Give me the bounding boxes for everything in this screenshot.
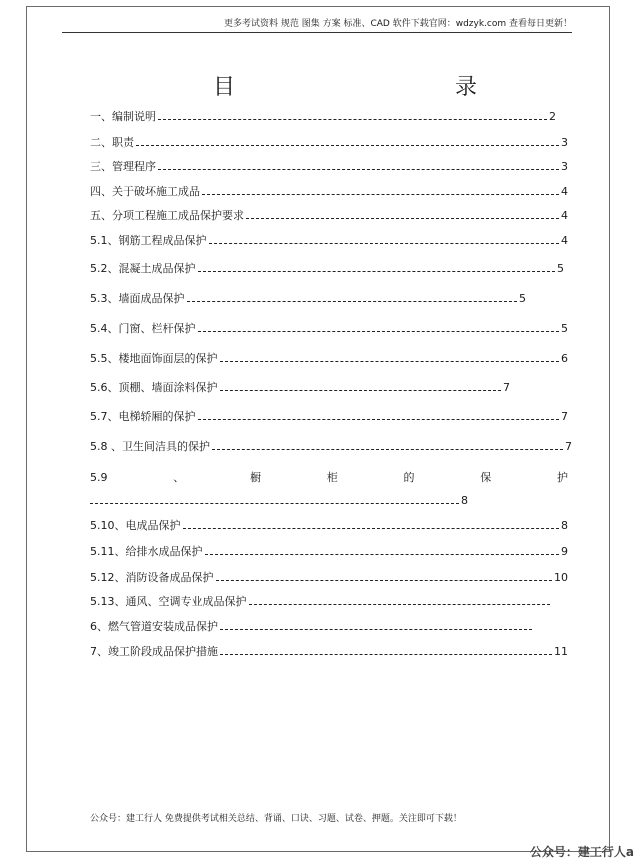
toc-title-right: 录 [455, 75, 478, 100]
toc-entry-page: 9 [561, 545, 568, 558]
toc-leader [158, 119, 547, 120]
toc-entry-label: 5.13、通风、空调专业成品保护 [90, 595, 247, 608]
toc-entry-part: 5.9 [90, 471, 108, 484]
toc-entry-page: 4 [561, 185, 568, 198]
toc-entry-page: 8 [461, 494, 468, 507]
toc-leader [136, 145, 559, 146]
toc-entry[interactable] [90, 292, 526, 306]
toc-entry-label: 7、竣工阶段成品保护措施 [90, 645, 218, 658]
toc-leader [220, 629, 532, 630]
toc-entry[interactable] [90, 110, 556, 124]
toc-leader [205, 554, 560, 555]
toc-entry-page: 4 [561, 234, 568, 247]
toc-entry-label: 5.3、墙面成品保护 [90, 292, 185, 305]
toc-entry[interactable] [90, 322, 568, 336]
toc-entry-label: 5.11、给排水成品保护 [90, 545, 203, 558]
toc-leader [220, 390, 502, 391]
toc-entry-part: 保 [480, 471, 492, 484]
toc-entry[interactable] [90, 185, 568, 199]
page-header: 更多考试资料 规范 图集 方案 标准、CAD 软件下载官网：wdzyk.com 查看每日更新！ [62, 18, 572, 33]
toc-entry-label: 5.12、消防设备成品保护 [90, 571, 214, 584]
toc-entry-label: 5.7、电梯轿厢的保护 [90, 410, 196, 423]
toc-entry-page: 7 [565, 440, 572, 453]
toc-entry[interactable] [90, 352, 568, 366]
toc-entry-part: 橱 [250, 471, 261, 484]
toc-entry-label: 5.2、混凝土成品保护 [90, 262, 196, 275]
toc-entry-label: 5.10、电成品保护 [90, 519, 181, 532]
toc-leader [220, 361, 560, 362]
toc-entry-part: 、 [173, 471, 185, 484]
toc-title-left: 目 [213, 75, 236, 100]
toc-entry-label: 5.6、顶棚、墙面涂料保护 [90, 381, 218, 394]
toc-entry-page: 3 [561, 160, 568, 173]
toc-entry[interactable] [90, 136, 568, 150]
toc-entry[interactable] [90, 160, 568, 174]
toc-entry-part: 的 [403, 471, 415, 484]
toc-leader [212, 449, 563, 450]
toc-entry-page: 5 [557, 262, 564, 275]
toc-entry-label: 四、关于破坏施工成品 [90, 185, 200, 198]
toc-entry-label: 5.4、门窗、栏杆保护 [90, 322, 196, 335]
toc-entry-label: 5.1、钢筋工程成品保护 [90, 234, 207, 247]
toc-leader [246, 218, 559, 219]
toc-entry[interactable] [90, 234, 568, 248]
toc-leader [198, 419, 560, 420]
toc-entry[interactable] [90, 519, 568, 533]
toc-entry-label: 6、燃气管道安装成品保护 [90, 620, 218, 633]
toc-entry[interactable] [90, 381, 510, 395]
toc-leader [198, 331, 560, 332]
toc-leader [187, 301, 518, 302]
toc-entry[interactable] [90, 262, 564, 276]
toc-entry-page: 7 [503, 381, 510, 394]
toc-leader [202, 194, 559, 195]
toc-entry-page: 6 [561, 352, 568, 365]
toc-entry-page: 7 [561, 410, 568, 423]
watermark-text: 公众号：建工行人a [529, 845, 634, 859]
toc-entry-page: 8 [561, 519, 568, 532]
toc-entry-label: 一、编制说明 [90, 110, 156, 123]
toc-entry[interactable] [90, 440, 572, 454]
toc-entry-label: 5.8 、卫生间洁具的保护 [90, 440, 210, 453]
toc-entry-page: 4 [561, 209, 568, 222]
toc-entry[interactable] [90, 620, 534, 634]
toc-entry-page: 5 [561, 322, 568, 335]
toc-entry[interactable] [90, 545, 568, 559]
toc-entry-label: 二、职责 [90, 136, 134, 149]
toc-entry[interactable] [90, 645, 568, 659]
toc-entry-label: 三、管理程序 [90, 160, 156, 173]
toc-entry[interactable] [90, 410, 568, 424]
document-page [26, 6, 610, 852]
toc-leader [183, 528, 560, 529]
page-footer: 公众号：建工行人 免费提供考试相关总结、背诵、口诀、习题、试卷、押题。关注即可下载！ [90, 814, 462, 824]
toc-entry-page: 5 [519, 292, 526, 305]
toc-leader [249, 604, 551, 605]
toc-leader [216, 580, 553, 581]
toc-leader [158, 169, 559, 170]
toc-entry[interactable] [90, 571, 568, 585]
toc-entry-part: 柜 [326, 471, 338, 484]
toc-leader [209, 243, 560, 244]
toc-entry-continuation[interactable] [90, 494, 468, 508]
toc-entry-spread[interactable] [90, 471, 568, 485]
toc-entry-page: 2 [549, 110, 556, 123]
toc-leader [220, 654, 552, 655]
toc-entry-part: 护 [557, 471, 568, 484]
toc-entry-page: 11 [554, 645, 568, 658]
toc-entry-label: 5.5、楼地面饰面层的保护 [90, 352, 218, 365]
toc-entry-page: 10 [554, 571, 568, 584]
toc-entry[interactable] [90, 209, 568, 223]
toc-leader [90, 503, 459, 504]
toc-entry[interactable] [90, 595, 552, 609]
toc-entry-page: 3 [561, 136, 568, 149]
toc-entry-label: 五、分项工程施工成品保护要求 [90, 209, 244, 222]
toc-leader [198, 271, 556, 272]
